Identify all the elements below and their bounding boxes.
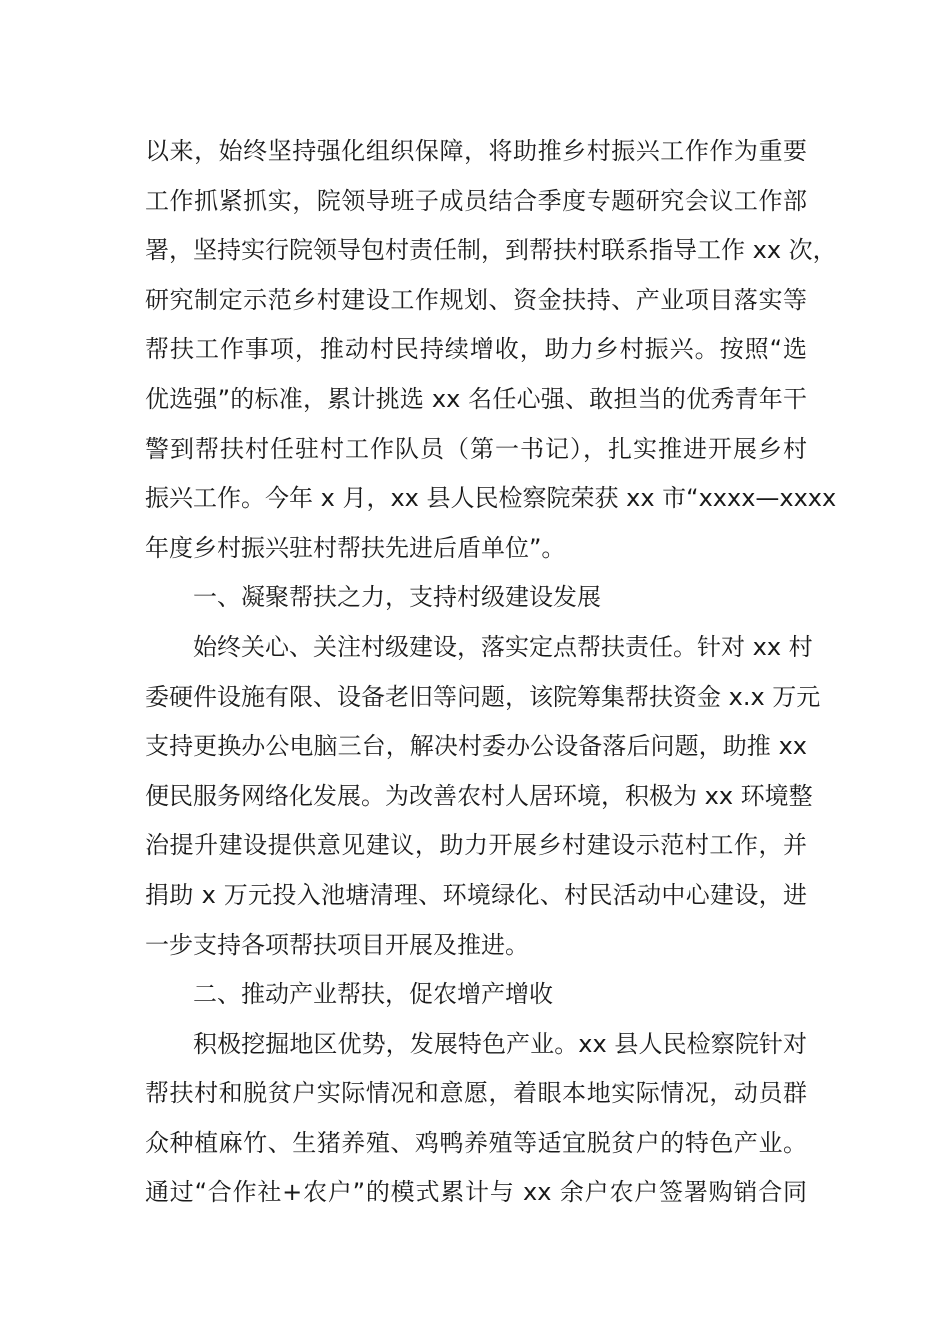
text-line: 研究制定示范乡村建设工作规划、资金扶持、产业项目落实等 xyxy=(145,285,807,314)
section-heading-2: 二、推动产业帮扶，促农增产增收 xyxy=(193,980,553,1009)
text-line: 一步支持各项帮扶项目开展及推进。 xyxy=(145,930,529,959)
text-line: 工作抓紧抓实，院领导班子成员结合季度专题研究会议工作部 xyxy=(145,186,807,215)
text-line: 积极挖掘地区优势，发展特色产业。xx 县人民检察院针对 xyxy=(193,1029,807,1058)
section-heading-1: 一、凝聚帮扶之力，支持村级建设发展 xyxy=(193,583,601,612)
text-line: 帮扶村和脱贫户实际情况和意愿，着眼本地实际情况，动员群 xyxy=(145,1079,807,1108)
text-line: 署，坚持实行院领导包村责任制，到帮扶村联系指导工作 xx 次， xyxy=(145,236,837,265)
text-line: 优选强”的标准，累计挑选 xx 名任心强、敢担当的优秀青年干 xyxy=(145,384,807,413)
intro-paragraph xyxy=(0,127,950,573)
text-line: 便民服务网络化发展。为改善农村人居环境，积极为 xx 环境整 xyxy=(145,781,813,810)
text-line: 以来，始终坚持强化组织保障，将助推乡村振兴工作作为重要 xyxy=(145,137,807,165)
text-line: 始终关心、关注村级建设，落实定点帮扶责任。针对 xx 村 xyxy=(193,632,813,661)
text-line: 支持更换办公电脑三台，解决村委办公设备落后问题，助推 xx xyxy=(145,732,807,761)
section-1-paragraph xyxy=(0,623,950,970)
text-line: 年度乡村振兴驻村帮扶先进后盾单位”。 xyxy=(145,533,566,562)
section-2-paragraph xyxy=(0,1020,950,1218)
text-line: 捐助 x 万元投入池塘清理、环境绿化、村民活动中心建设，进 xyxy=(145,880,807,909)
text-line: 通过“合作社+农户”的模式累计与 xx 余户农户签署购销合同 xyxy=(145,1178,807,1207)
text-line: 警到帮扶村任驻村工作队员（第一书记），扎实推进开展乡村 xyxy=(145,434,807,463)
text-line: 委硬件设施有限、设备老旧等问题，该院筹集帮扶资金 x.x 万元 xyxy=(145,682,821,711)
text-line: 治提升建设提供意见建议，助力开展乡村建设示范村工作，并 xyxy=(145,831,807,860)
text-line: 振兴工作。今年 x 月，xx 县人民检察院荣获 xx 市“xxxx—xxxx xyxy=(145,484,837,513)
text-line: 帮扶工作事项，推动村民持续增收，助力乡村振兴。按照“选 xyxy=(145,335,807,364)
text-line: 众种植麻竹、生猪养殖、鸡鸭养殖等适宜脱贫户的特色产业。 xyxy=(145,1128,807,1157)
